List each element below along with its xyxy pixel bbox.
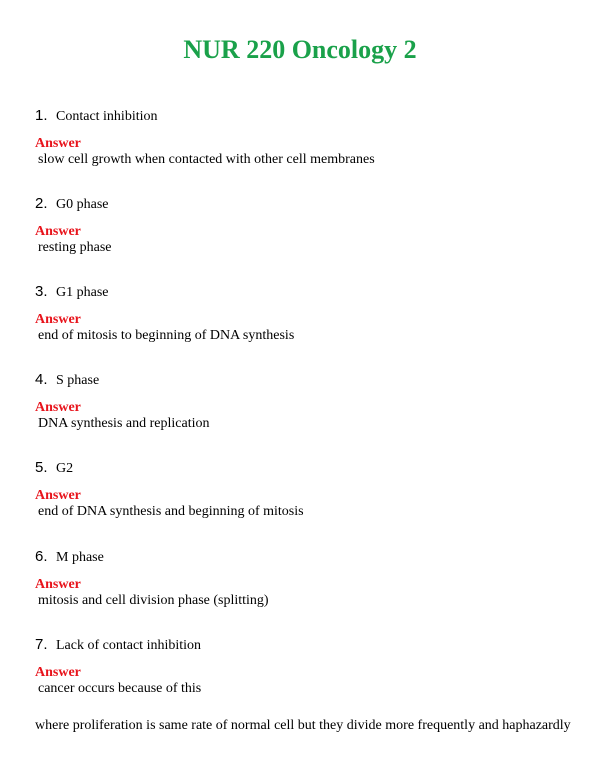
answer-label: Answer xyxy=(35,312,81,327)
question xyxy=(35,546,575,568)
answer-text: end of mitosis to beginning of DNA synthesis xyxy=(38,328,295,343)
qa-item-2 xyxy=(35,193,575,256)
answer-text: DNA synthesis and replication xyxy=(38,416,210,431)
question xyxy=(35,457,575,479)
question-text: G0 phase xyxy=(56,197,109,212)
question-text: Contact inhibition xyxy=(56,109,158,124)
answer-text: end of DNA synthesis and beginning of mitosis xyxy=(38,504,304,519)
question-number: 5. xyxy=(35,459,48,476)
question xyxy=(35,193,575,215)
answer-label: Answer xyxy=(35,224,81,239)
question xyxy=(35,369,575,391)
question-text: G2 xyxy=(56,461,74,476)
qa-item-3 xyxy=(35,281,575,344)
question-number: 1. xyxy=(35,107,48,124)
question xyxy=(35,105,575,127)
answer-note: where proliferation is same rate of normal cell but they divide more frequently and haphazardly xyxy=(35,718,571,733)
question-number: 4. xyxy=(35,371,48,388)
answer-label: Answer xyxy=(35,136,81,151)
question xyxy=(35,634,575,656)
question-text: Lack of contact inhibition xyxy=(56,638,202,653)
answer-label: Answer xyxy=(35,665,81,680)
question-number: 3. xyxy=(35,283,48,300)
qa-item-1 xyxy=(35,105,575,168)
answer-text: resting phase xyxy=(38,240,112,255)
question xyxy=(35,281,575,303)
answer-text: cancer occurs because of this xyxy=(38,681,202,696)
question-text: S phase xyxy=(56,373,100,388)
qa-item-7 xyxy=(35,634,575,697)
answer-label: Answer xyxy=(35,400,81,415)
answer-text: slow cell growth when contacted with other cell membranes xyxy=(38,152,375,167)
qa-item-5 xyxy=(35,457,575,520)
page-title: NUR 220 Oncology 2 xyxy=(183,35,417,64)
qa-item-4 xyxy=(35,369,575,432)
question-number: 7. xyxy=(35,636,48,653)
answer-label: Answer xyxy=(35,488,81,503)
answer-text: mitosis and cell division phase (splitting) xyxy=(38,593,269,608)
question-text: M phase xyxy=(56,550,104,565)
question-number: 2. xyxy=(35,195,48,212)
question-number: 6. xyxy=(35,548,48,565)
question-text: G1 phase xyxy=(56,285,109,300)
answer-label: Answer xyxy=(35,577,81,592)
qa-item-6 xyxy=(35,546,575,609)
